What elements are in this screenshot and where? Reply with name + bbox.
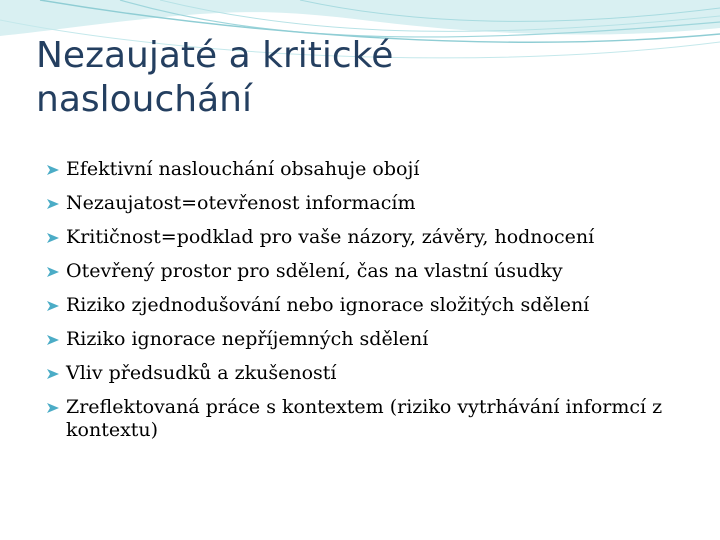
slide-title [36, 34, 676, 122]
arrow-bullet-icon [46, 334, 60, 346]
arrow-bullet-icon [46, 198, 60, 210]
bullet-item [44, 226, 694, 249]
arrow-bullet-icon [46, 368, 60, 380]
arrow-bullet-icon [46, 300, 60, 312]
bullet-text: Riziko zjednodušování nebo ignorace složitých sdělení [66, 294, 590, 316]
bullet-text: Riziko ignorace nepříjemných sdělení [66, 328, 429, 350]
bullet-item [44, 192, 694, 215]
bullet-item [44, 158, 694, 181]
bullet-item [44, 294, 694, 317]
bullet-text: Kritičnost=podklad pro vaše názory, závěry, hodnocení [66, 226, 595, 248]
bullet-item [44, 328, 694, 351]
arrow-bullet-icon [46, 266, 60, 278]
bullet-text: Zreflektovaná práce s kontextem (riziko vytrhávání informcí z kontextu) [66, 396, 663, 441]
slide-title-line-1: Nezaujaté a kritické [36, 35, 394, 76]
bullet-list [44, 158, 694, 453]
bullet-text: Otevřený prostor pro sdělení, čas na vlastní úsudky [66, 260, 563, 282]
arrow-bullet-icon [46, 164, 60, 176]
bullet-item [44, 396, 694, 442]
bullet-text: Vliv předsudků a zkušeností [66, 362, 337, 384]
bullet-item [44, 260, 694, 283]
bullet-text: Nezaujatost=otevřenost informacím [66, 192, 416, 214]
bullet-text: Efektivní naslouchání obsahuje obojí [66, 158, 420, 180]
bullet-item [44, 362, 694, 385]
arrow-bullet-icon [46, 402, 60, 414]
slide-title-line-2: naslouchání [36, 79, 252, 120]
arrow-bullet-icon [46, 232, 60, 244]
